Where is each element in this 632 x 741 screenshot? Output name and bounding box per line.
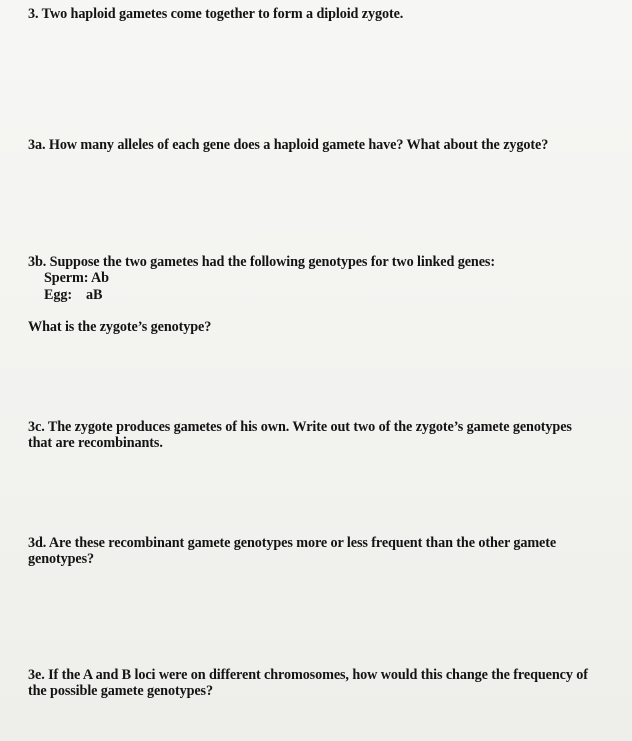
question-3b-prompt: 3b. Suppose the two gametes had the following genotypes for two linked genes: [28,254,495,270]
question-3: 3. Two haploid gametes come together to form a diploid zygote. [28,6,404,22]
question-3e-line1: 3e. If the A and B loci were on different chromosomes, how would this change the frequency of [28,667,588,683]
question-3c-line1: 3c. The zygote produces gametes of his own. Write out two of the zygote’s gamete genotypes [28,419,572,435]
question-3a: 3a. How many alleles of each gene does a haploid gamete have? What about the zygote? [28,137,549,153]
sperm-genotype: Sperm: Ab [44,270,109,286]
question-3d-line1: 3d. Are these recombinant gamete genotypes more or less frequent than the other gamete [28,535,557,551]
question-3b-followup: What is the zygote’s genotype? [28,319,212,335]
question-3d-line2: genotypes? [28,551,94,567]
question-3c-line2: that are recombinants. [28,435,163,451]
egg-value: aB [85,287,103,303]
egg-label: Egg: [44,287,72,303]
egg-genotype [44,287,102,304]
question-3e-line2: the possible gamete genotypes? [28,683,213,699]
